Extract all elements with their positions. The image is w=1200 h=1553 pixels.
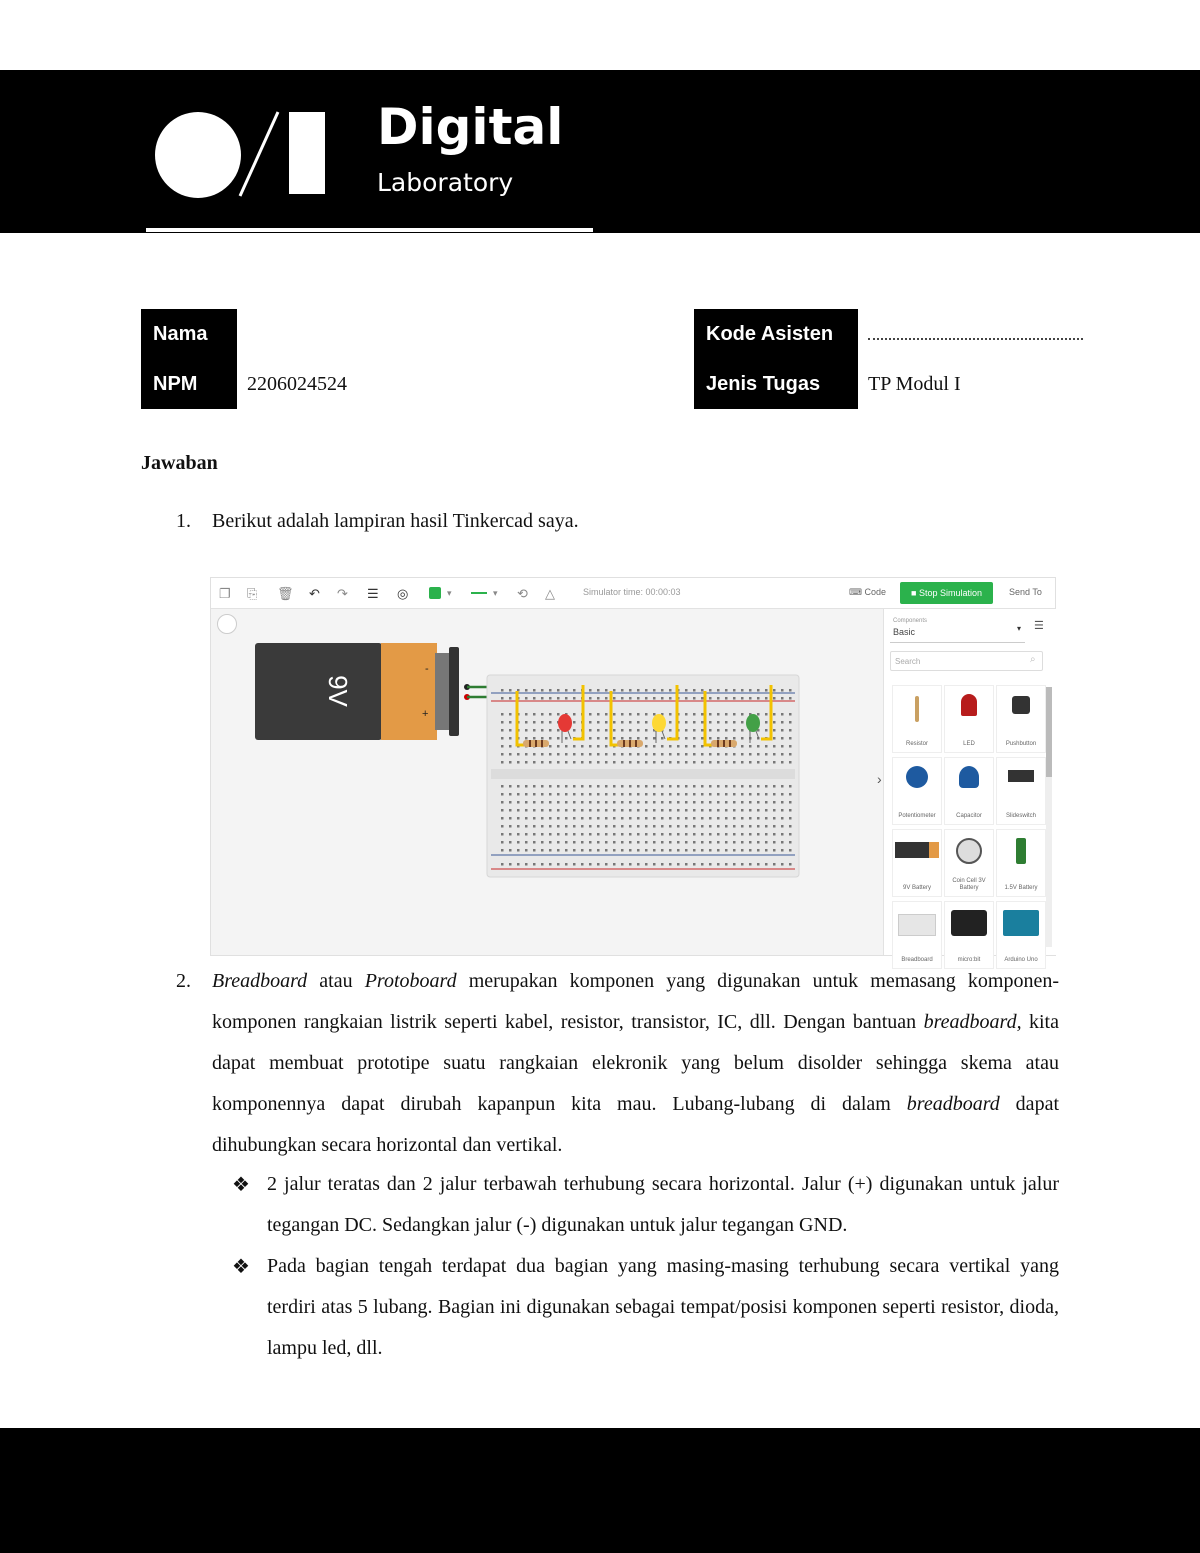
component-search-input: Search [890,651,1043,671]
component-tile-label: Coin Cell 3V Battery [952,878,986,891]
header-underline [146,228,593,232]
item2-text-d: dapat dihubungkan secara horizontal dan vertikal. [212,1093,1059,1156]
send-to-button: Send To [1009,587,1042,597]
led [652,714,666,732]
capacitor-icon [945,766,993,788]
component-tile [996,685,1046,753]
logo-title: Digital [377,98,564,156]
component-tile [996,829,1046,897]
undo-icon: ↶ [309,586,320,601]
logo-slash-mark [228,110,288,198]
components-select-value: Basic [893,627,916,637]
potentiometer-icon [893,766,941,788]
component-tile-label: LED [963,741,975,747]
resistor-icon [893,696,941,722]
code-button: ⌨ Code [849,587,887,597]
bullet-horizontal-rails: 2 jalur teratas dan 2 jalur terbawah terhubung secara horizontal. Jalur (+) digunakan untuk jalur tegangan DC. Sedangkan jalur (-) digunakan untuk jalur tegangan GND. [267,1173,1059,1236]
component-tile-label: Arduino Uno [1004,957,1038,963]
item2-text-b: merupakan komponen yang digunakan untuk memasang komponen-komponen rangkaian listrik seperti kabel, resistor, transistor, IC, dll. Dengan bantuan [212,970,1059,1033]
tinkercad-toolbar [211,578,1055,609]
stop-simulation-label: Stop Simulation [918,588,982,598]
coin-cell-icon [945,838,993,864]
item1-text: Berikut adalah lampiran hasil Tinkercad saya. [212,510,579,532]
led [746,714,760,732]
redo-icon: ↷ [337,586,348,601]
visibility-icon: ◎ [397,586,409,601]
simulator-time: Simulator time: 00:00:03 [583,587,681,597]
arduino-uno-icon [997,910,1045,936]
term-breadboard-3: breadboard [906,1093,1000,1115]
component-tile [944,829,994,897]
term-protoboard: Protoboard [364,970,457,992]
logo-subtitle: Laboratory [377,168,514,197]
components-select [890,614,1025,643]
component-tile [892,685,942,753]
slideswitch-icon [997,770,1045,782]
component-tile-label: micro:bit [957,957,981,963]
notes-icon: ☰ [367,586,379,601]
rotate-icon: ⟲ [517,586,528,601]
resistor-band [717,740,719,747]
resistor-band [535,740,537,747]
battery-1v5-icon [997,838,1045,864]
led-icon [945,694,993,716]
components-select-label: Components [893,618,928,624]
chevron-down-icon: ▾ [447,588,452,598]
breadboard [487,675,799,877]
component-tile-label: 1.5V Battery [1004,885,1038,891]
section-heading: Jawaban [141,452,218,474]
stop-simulation-button: ■ Stop Simulation [900,582,993,604]
component-tile-label: Resistor [905,741,928,747]
circuit-canvas [211,609,871,955]
panel-toggle-icon: › [877,771,882,787]
chevron-down-icon: ▾ [1016,624,1021,633]
nama-label: Nama [141,309,237,359]
battery-plus-mark: + [422,708,429,720]
component-tile-label: Potentiometer [898,813,936,819]
resistor-band [529,740,531,747]
resistor-band [541,740,543,747]
bullet-diamond-icon: ❖ [232,1256,250,1278]
jenis-tugas-label: Jenis Tugas [694,359,858,409]
npm-label: NPM [141,359,237,409]
microbit-icon [945,910,993,936]
component-tile [892,901,942,969]
battery-9v-icon [893,842,941,858]
paste-icon: ⎘ [247,586,258,601]
resistor-band [723,740,725,747]
wire-color-icon [429,587,441,599]
list-view-icon: ☰ [1034,620,1044,632]
breadboard-icon [893,914,941,936]
bullet-diamond-icon: ❖ [232,1174,250,1196]
logo-bar-mark [289,112,325,194]
flip-icon: △ [545,586,555,601]
component-tile [944,901,994,969]
battery-label: 9V [323,675,353,707]
search-icon: ⌕ [1030,654,1036,665]
panel-scrollbar [1046,687,1052,947]
component-tile-label: Breadboard [901,957,933,963]
kode-asisten-label: Kode Asisten [694,309,858,359]
component-tile [892,829,942,897]
pushbutton-icon [997,696,1045,714]
component-tile [996,757,1046,825]
tinkercad-screenshot [210,577,1056,963]
footer-band [0,1428,1200,1553]
component-tile-label: Pushbutton [1005,741,1037,747]
battery-minus-mark: - [425,663,429,675]
jenis-tugas-value: TP Modul I [868,373,961,395]
components-panel [883,609,1056,963]
npm-value: 2206024524 [247,373,347,395]
delete-icon: 🗑︎ [277,586,294,601]
item2-text-a: atau [307,970,365,992]
component-tile [996,901,1046,969]
component-tile-label: Slideswitch [1005,813,1036,819]
led [558,714,572,732]
component-tile-label: 9V Battery [902,885,931,891]
item2-number: 2. [176,970,191,992]
copy-icon: ❐ [219,586,231,601]
resistor-band [629,740,631,747]
chevron-down-icon: ▾ [493,588,498,598]
component-tile-label: Capacitor [956,813,982,819]
component-tile [944,685,994,753]
wire-type-icon [471,592,487,594]
item2-paragraph [212,961,1059,1166]
item1-number: 1. [176,510,191,532]
resistor-band [623,740,625,747]
resistor-band [635,740,637,747]
resistor-band [729,740,731,747]
component-tile [944,757,994,825]
kode-asisten-blank [868,318,1083,340]
code-button-label: Code [864,587,887,597]
item2-text-c: kita dapat membuat prototipe suatu rangkaian elekronik yang belum disolder sehingga skema atau komponennya dapat dirubah kapanpun kita mau. Lubang-lubang di dalam [212,1011,1059,1115]
term-breadboard-2: breadboard, [923,1011,1022,1033]
battery-9v [255,643,507,740]
term-breadboard: Breadboard [212,970,308,992]
breadboard-divider [491,769,795,779]
component-tile [892,757,942,825]
bullet-vertical-columns: Pada bagian tengah terdapat dua bagian yang masing-masing terhubung secara vertikal yang terdiri atas 5 lubang. Bagian ini digunakan sebagai tempat/posisi komponen seperti resistor, dioda, lampu led, dll. [267,1255,1059,1359]
